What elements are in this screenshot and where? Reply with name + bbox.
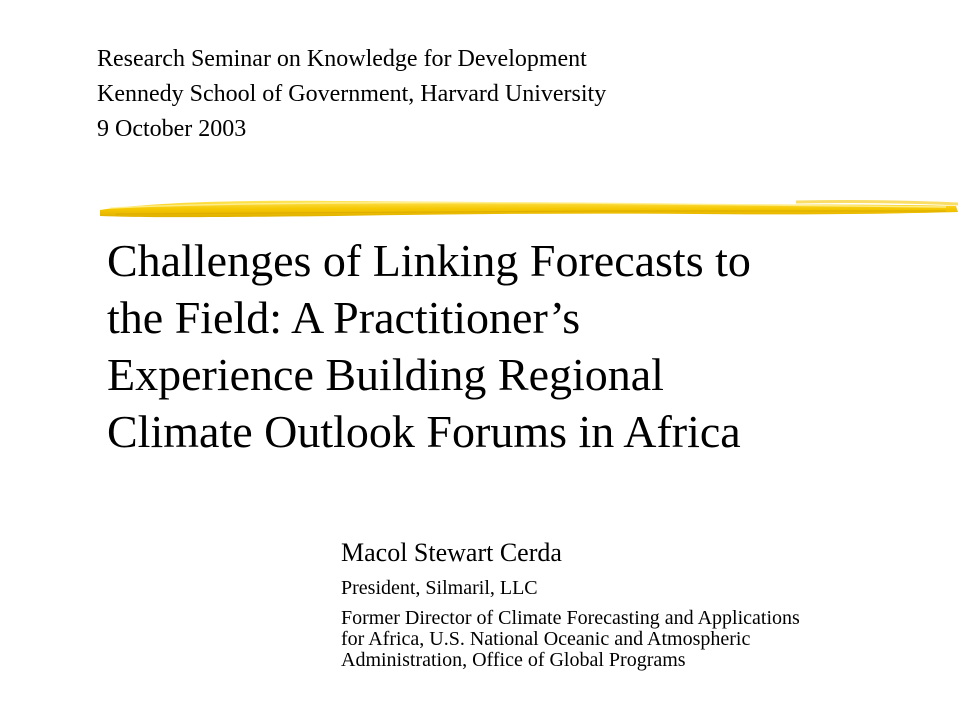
title-line: Experience Building Regional <box>107 349 664 400</box>
author-former-line: Administration, Office of Global Programs <box>341 649 686 671</box>
title-line: the Field: A Practitioner’s <box>107 292 581 343</box>
title-line: Challenges of Linking Forecasts to <box>107 235 751 286</box>
seminar-name: Research Seminar on Knowledge for Development <box>97 46 587 72</box>
author-name: Macol Stewart Cerda <box>341 538 562 567</box>
seminar-date: 9 October 2003 <box>97 116 247 142</box>
slide-title <box>107 232 907 460</box>
author-former-position <box>341 608 956 671</box>
author-block <box>341 535 956 671</box>
seminar-header <box>97 42 857 147</box>
author-former-line: Former Director of Climate Forecasting and Applications <box>341 607 800 629</box>
divider-brush-stroke <box>96 190 960 230</box>
title-line: Climate Outlook Forums in Africa <box>107 406 741 457</box>
author-role: President, Silmaril, LLC <box>341 577 538 599</box>
seminar-venue: Kennedy School of Government, Harvard University <box>97 81 607 107</box>
author-former-line: for Africa, U.S. National Oceanic and Atmospheric <box>341 628 751 650</box>
